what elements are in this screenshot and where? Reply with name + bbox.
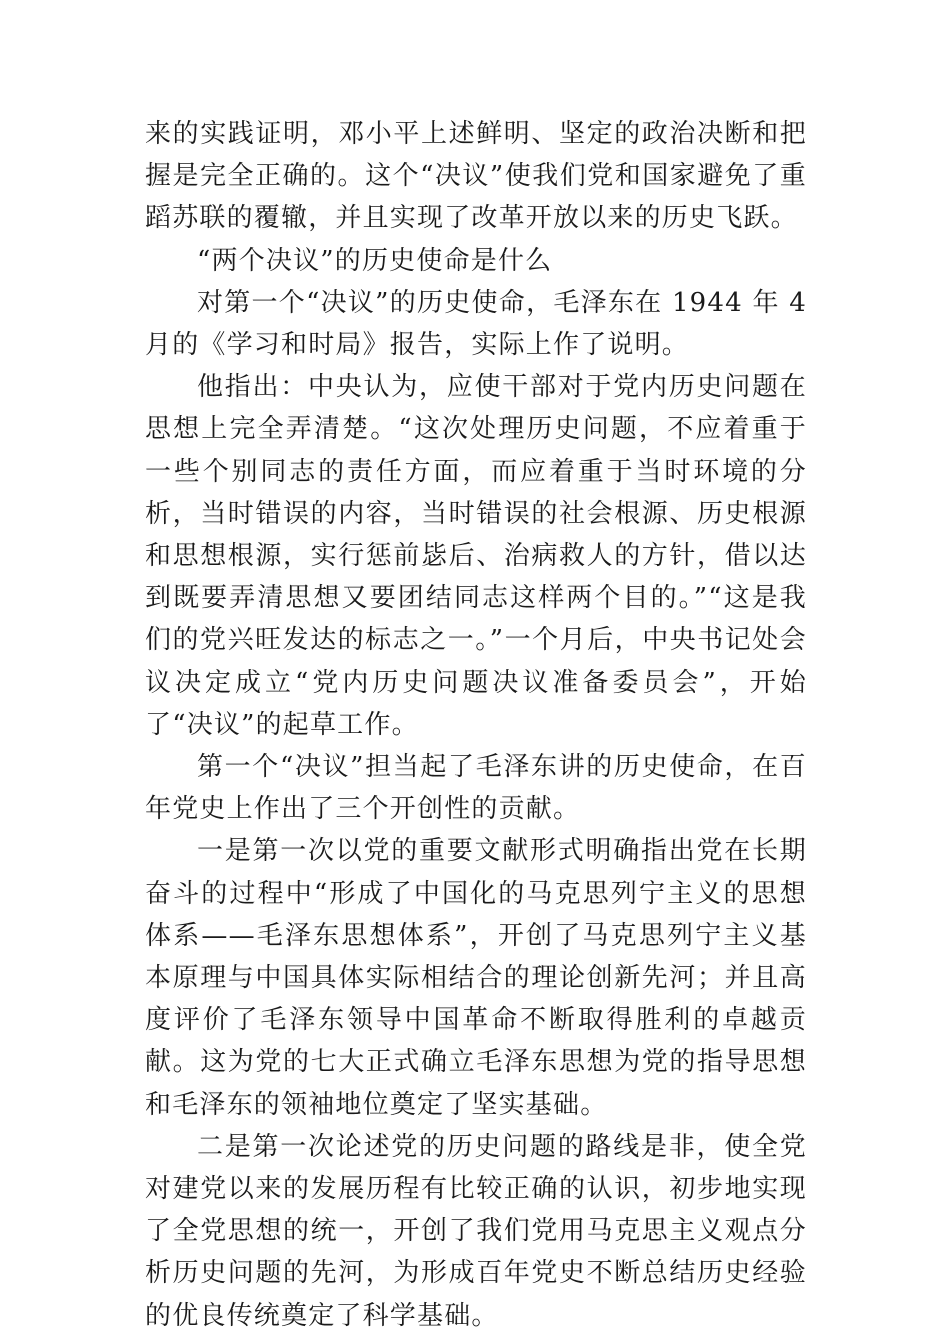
paragraph-continuation: 来的实践证明，邓小平上述鲜明、坚定的政治决断和把握是完全正确的。这个“决议”使我们党和国家避免了重蹈苏联的覆辙，并且实现了改革开放以来的历史飞跃。: [145, 119, 807, 234]
paragraph: 一是第一次以党的重要文献形式明确指出党在长期奋斗的过程中“形成了中国化的马克思列宁主义的思想体系——毛泽东思想体系”，开创了马克思列宁主义基本原理与中国具体实际相结合的理论创新先河；并且高度评价了毛泽东领导中国革命不断取得胜利的卓越贡献。这为党的七大正式确立毛泽东思想为党的指导思想和毛泽东的领袖地位奠定了坚实基础。: [145, 836, 807, 1120]
paragraph: 第一个“决议”担当起了毛泽东讲的历史使命，在百年党史上作出了三个开创性的贡献。: [145, 752, 807, 825]
paragraph: 二是第一次论述党的历史问题的路线是非，使全党对建党以来的发展历程有比较正确的认识，初步地实现了全党思想的统一，开创了我们党用马克思主义观点分析历史问题的先河，为形成百年党史不断总结历史经验的优良传统奠定了科学基础。: [145, 1131, 807, 1331]
paragraph: 他指出：中央认为，应使干部对于党内历史问题在思想上完全弄清楚。“这次处理历史问题，不应着重于一些个别同志的责任方面，而应着重于当时环境的分析，当时错误的内容，当时错误的社会根源、历史根源和思想根源，实行惩前毖后、治病救人的方针，借以达到既要弄清思想又要团结同志这样两个目的。”“这是我们的党兴旺发达的标志之一。”一个月后，中央书记处会议决定成立“党内历史问题决议准备委员会”，开始了“决议”的起草工作。: [145, 372, 807, 740]
paragraph: 对第一个“决议”的历史使命，毛泽东在 1944 年 4 月的《学习和时局》报告，实际上作了说明。: [145, 287, 807, 361]
document-body: [145, 113, 807, 1337]
section-heading: “两个决议”的历史使命是什么: [197, 245, 553, 276]
